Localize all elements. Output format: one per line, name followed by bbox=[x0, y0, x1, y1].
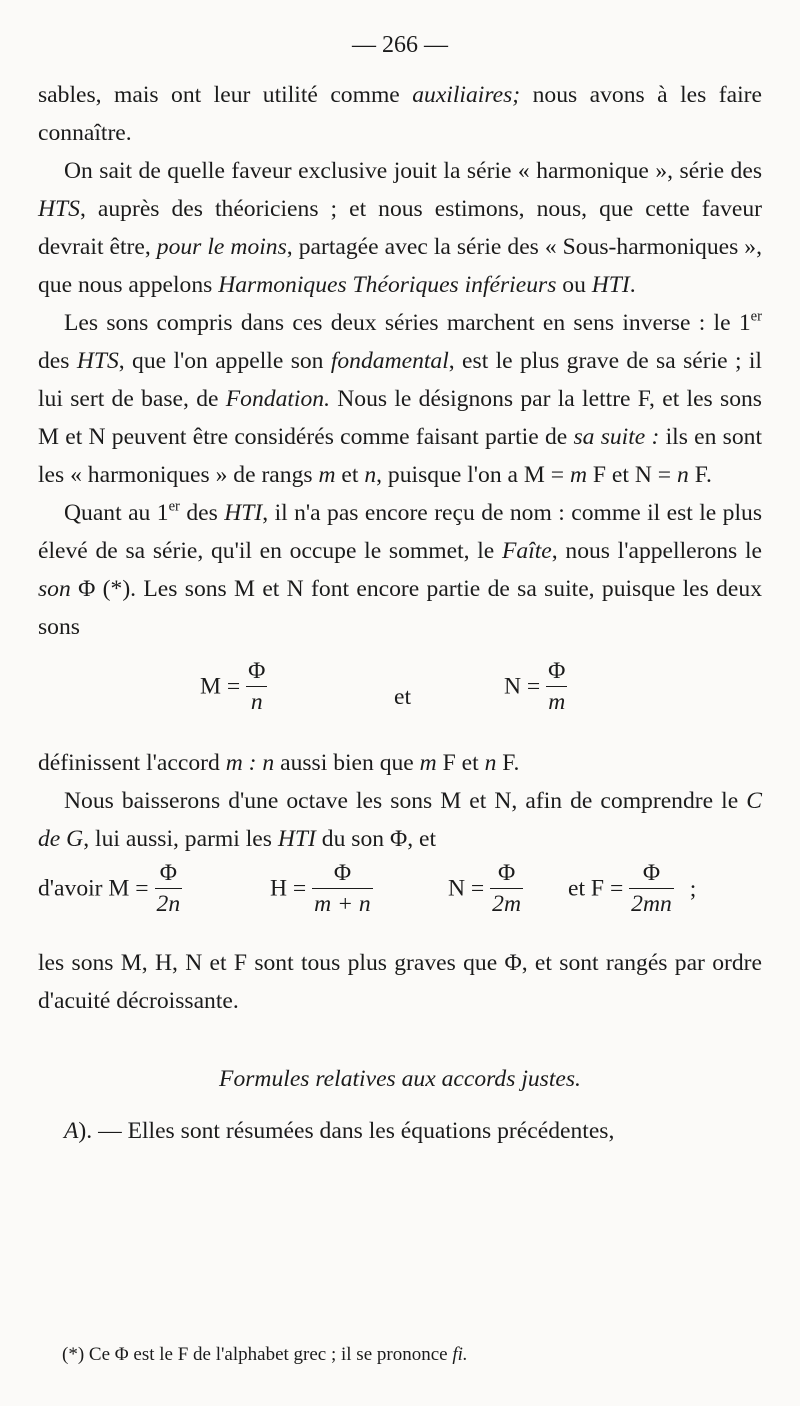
paragraph-3: Les sons compris dans ces deux séries marchent en sens inverse : le 1er des HTS, que l'on appelle son fondamental, est le plus grave de sa série ; il lui sert de base, de Fondation. Nous le désignons par la lettre F, et les sons M et N peuvent être considérés comme faisant partie de sa suite : ils en sont les « harmoniques » de rangs m et n, puisque l'on a M = m F et N = n F. bbox=[38, 308, 763, 488]
italic-term: son bbox=[38, 576, 71, 602]
section-heading: Formules relatives aux accords justes. bbox=[219, 1066, 581, 1092]
italic-term: HTI bbox=[277, 826, 316, 852]
equation-m-n bbox=[38, 656, 762, 744]
paragraph-6: Nous baisserons d'une octave les sons M et N, afin de comprendre le C de G, lui aussi, parmi les HTI du son Φ, et bbox=[38, 788, 762, 852]
paragraph-4: Quant au 1er des HTI, il n'a pas encore reçu de nom : comme il est le plus élevé de sa série, qu'il en occupe le sommet, le Faîte, nous l'appellerons le son Φ (*). Les sons M et N font encore partie de sa suite, puisque les deux sons bbox=[38, 498, 763, 640]
page-number: — 266 — bbox=[352, 32, 448, 58]
italic-term: HTS bbox=[76, 348, 119, 374]
fraction: $\frac{\Phi}{n}$ bbox=[248, 658, 266, 715]
italic-term: auxiliaires; bbox=[412, 82, 521, 108]
fraction: $\frac{\Phi}{m}$ bbox=[548, 658, 566, 715]
fraction: $\frac{\Phi}{2mn}$ bbox=[631, 860, 672, 917]
equation-h: H = $\frac{\Phi}{m + n}$ bbox=[270, 860, 371, 917]
fraction: $\frac{\Phi}{m + n}$ bbox=[314, 860, 371, 917]
fraction: $\frac{\Phi}{2n}$ bbox=[156, 860, 181, 917]
italic-term: m bbox=[318, 462, 336, 488]
italic-term: HTI bbox=[591, 272, 630, 298]
equation-n2: N = $\frac{\Phi}{2m}$ bbox=[448, 860, 521, 917]
equation-et: et bbox=[394, 684, 412, 710]
paragraph-8: A). — Elles sont résumées dans les équations précédentes, bbox=[64, 1118, 615, 1144]
italic-term: fi. bbox=[452, 1344, 468, 1365]
equation-f: et F = $\frac{\Phi}{2mn}$ ; bbox=[568, 860, 697, 917]
italic-term: HTS bbox=[38, 196, 80, 222]
italic-term: HTI bbox=[224, 500, 263, 526]
italic-term: n bbox=[484, 750, 497, 776]
italic-term: m bbox=[569, 462, 588, 488]
italic-term: m bbox=[419, 750, 437, 776]
italic-term: n bbox=[677, 462, 689, 488]
paragraph-7: les sons M, H, N et F sont tous plus graves que Φ, et sont rangés par ordre d'acuité décroissante. bbox=[38, 950, 762, 1014]
fraction: $\frac{\Phi}{2m}$ bbox=[492, 860, 521, 917]
equation-mhnf bbox=[38, 858, 762, 944]
italic-term: C de G bbox=[38, 788, 762, 852]
italic-term: sa suite : bbox=[573, 424, 660, 450]
italic-term: fondamental bbox=[330, 348, 449, 374]
paragraph-5: définissent l'accord m : n aussi bien que m F et n F. bbox=[38, 750, 520, 776]
italic-term: Faîte bbox=[501, 538, 552, 564]
italic-term: m : n bbox=[225, 750, 275, 776]
equation-m2: d'avoir M = $\frac{\Phi}{2n}$ bbox=[38, 860, 181, 917]
footnote: (*) Ce Φ est le F de l'alphabet grec ; il se prononce fi. bbox=[62, 1344, 468, 1365]
equation-m: M = $\frac{\Phi}{n}$ bbox=[200, 658, 266, 715]
italic-term: A bbox=[64, 1118, 79, 1144]
page-body bbox=[38, 76, 762, 1150]
equation-n: N = $\frac{\Phi}{m}$ bbox=[504, 658, 566, 715]
italic-term: n bbox=[364, 462, 377, 488]
paragraph-2: On sait de quelle faveur exclusive jouit la série « harmonique », série des HTS, auprès des théoriciens ; et nous estimons, nous, que cette faveur devrait être, pour le moins, partagée avec la série des « Sous-harmoniques », que nous appelons Harmoniques Théoriques inférieurs ou HTI. bbox=[38, 158, 762, 298]
italic-term: Harmoniques Théoriques inférieurs bbox=[218, 272, 557, 298]
italic-term: pour le moins bbox=[156, 234, 287, 260]
paragraph-1: sables, mais ont leur utilité comme auxiliaires; nous avons à les faire connaître. bbox=[38, 82, 762, 146]
italic-term: Fondation. bbox=[225, 386, 330, 412]
